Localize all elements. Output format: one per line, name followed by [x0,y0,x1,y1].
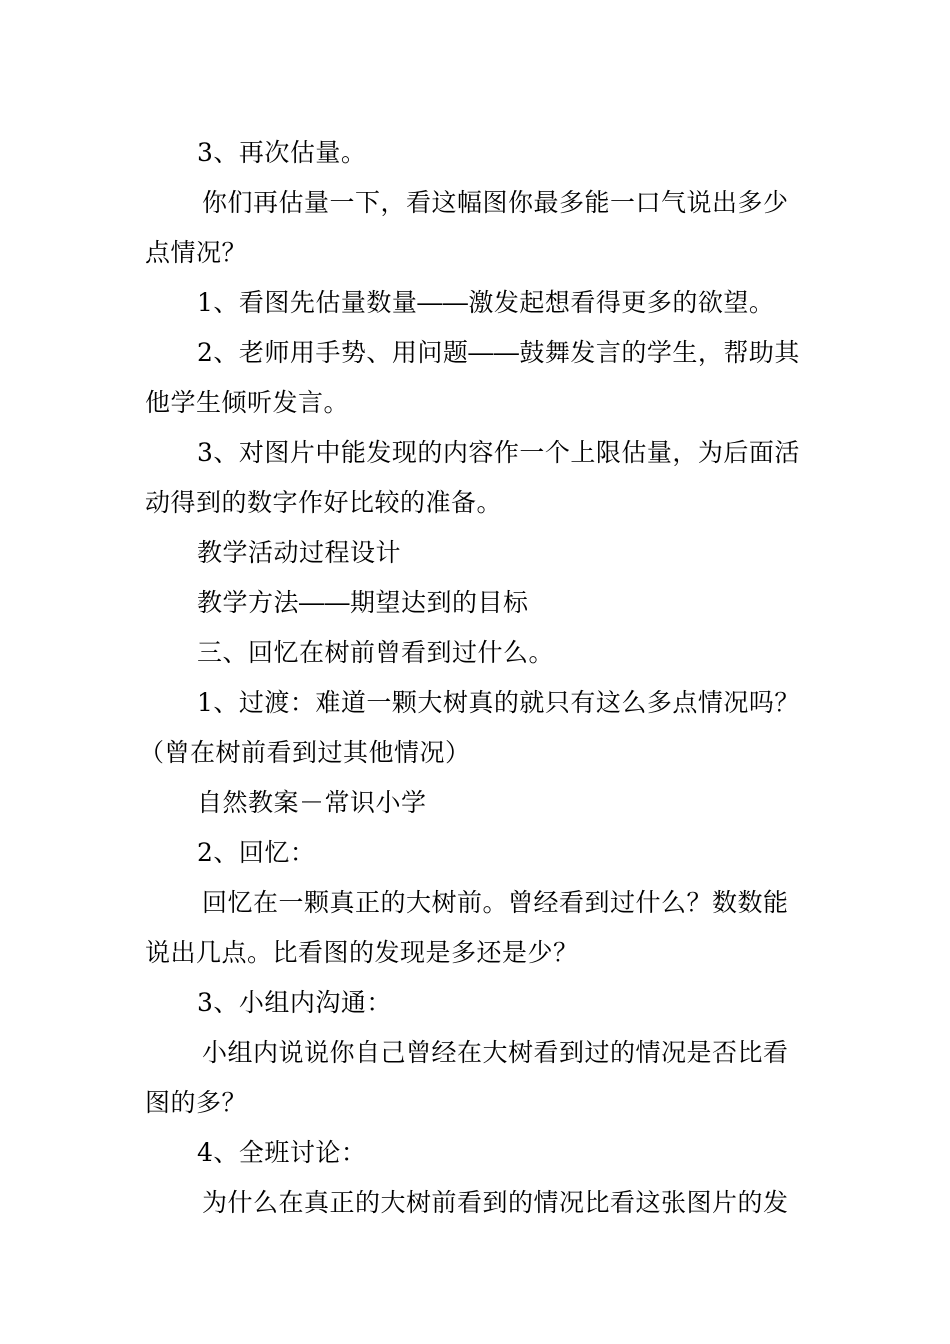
paragraph: （曾在树前看到过其他情况） [139,738,471,767]
paragraph: 教学活动过程设计 [197,538,402,567]
paragraph: 4、全班讨论： [197,1138,367,1167]
paragraph: 1、过渡：难道一颗大树真的就只有这么多点情况吗？ [197,688,800,717]
document-body [139,128,810,1228]
paragraph: 3、对图片中能发现的内容作一个上限估量，为后面活动得到的数字作好比较的准备。 [145,438,800,517]
paragraph: 三、回忆在树前曾看到过什么。 [197,638,555,667]
paragraph: 3、再次估量。 [197,138,367,167]
paragraph: 1、看图先估量数量――激发起想看得更多的欲望。 [197,288,775,317]
paragraph: 2、老师用手势、用问题――鼓舞发言的学生，帮助其他学生倾听发言。 [145,338,800,417]
paragraph: 你们再估量一下，看这幅图你最多能一口气说出多少点情况？ [145,188,789,267]
paragraph: 3、小组内沟通： [197,988,392,1017]
paragraph: 小组内说说你自己曾经在大树看到过的情况是否比看图的多？ [145,1038,789,1117]
paragraph: 为什么在真正的大树前看到的情况比看这张图片的发 [202,1188,789,1217]
paragraph: 2、回忆： [197,838,316,867]
paragraph: 教学方法――期望达到的目标 [197,588,529,617]
paragraph: 回忆在一颗真正的大树前。曾经看到过什么？数数能说出几点。比看图的发现是多还是少？ [145,888,789,967]
paragraph: 自然教案－常识小学 [197,788,427,817]
